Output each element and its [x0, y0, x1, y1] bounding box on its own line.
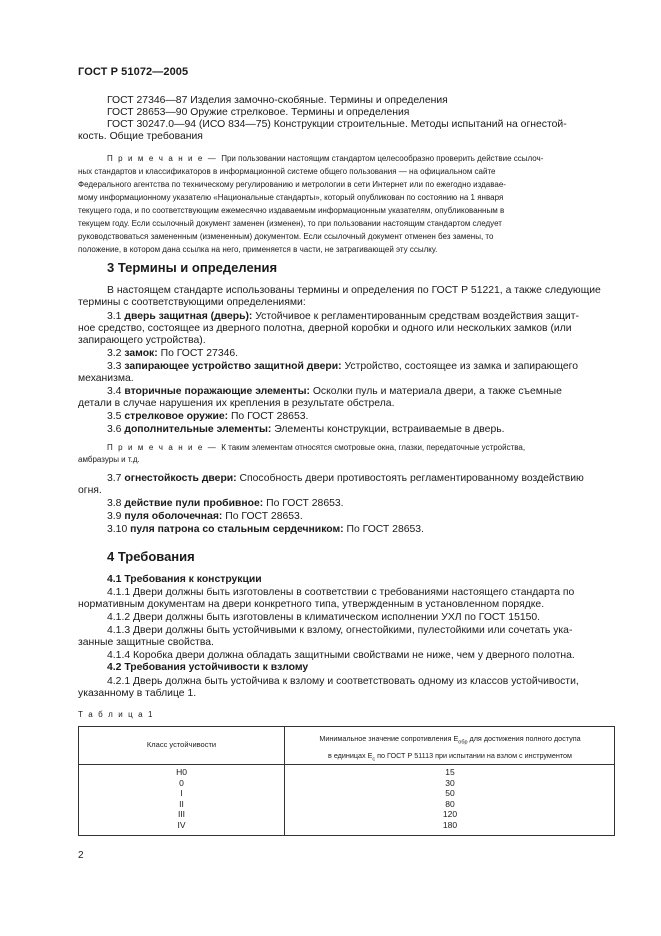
table-cell: IV [177, 819, 186, 830]
table-cell: 15 [445, 767, 455, 777]
term-3-8: 3.8 действие пули пробивное: По ГОСТ 28653. [107, 498, 344, 509]
table-column-values [285, 767, 615, 830]
term-3-3-cont: механизма. [78, 373, 134, 384]
table-1 [78, 726, 615, 836]
section-4-heading: 4 Требования [107, 549, 195, 564]
term-3-5: 3.5 стрелковое оружие: По ГОСТ 28653. [107, 411, 309, 422]
term-3-6: 3.6 дополнительные элементы: Элементы конструкции, встраиваемые в дверь. [107, 424, 505, 435]
para-4-1-3-cont: занные защитные свойства. [78, 637, 214, 648]
note2-line-first: П р и м е ч а н и е — К таким элементам относятся смотровые окна, глазки, передаточные устройства, [107, 443, 526, 452]
section-3-heading: 3 Термины и определения [107, 260, 278, 275]
term-3-10: 3.10 пуля патрона со стальным сердечником: По ГОСТ 28653. [107, 524, 424, 535]
table-cell: 30 [445, 777, 455, 788]
table-cell: Н0 [176, 767, 187, 777]
para-4-1-2: 4.1.2 Двери должны быть изготовлены в климатическом исполнении УХЛ по ГОСТ 15150. [107, 612, 541, 623]
subsection-4-1: 4.1 Требования к конструкции [107, 574, 262, 585]
para-4-1-1-cont: нормативным документам на двери конкретного типа, утвержденным в установленном порядке. [78, 599, 545, 610]
term-3-2: 3.2 замок: По ГОСТ 27346. [107, 348, 239, 359]
term-3-4: 3.4 вторичные поражающие элементы: Осколки пуль и материала двери, а также съемные [107, 386, 562, 397]
term-3-1-cont: запирающего устройства). [78, 335, 206, 346]
note2-line: амбразуры и т.д. [78, 455, 140, 464]
ref-line: кость. Общие требования [78, 131, 203, 142]
note1-line: Федерального агентства по техническому регулированию и метрологии в сети Интернет или по ежегодно издавае- [78, 180, 506, 189]
table-cell: 50 [445, 788, 455, 798]
term-3-9: 3.9 пуля оболочечная: По ГОСТ 28653. [107, 511, 303, 522]
table-header-resistance: Минимальное значение сопротивления $E_{обр}$ для достижения полного доступа в единицах $E_с$ по ГОСТ Р 51113 при испытании на взлом с инструментом [319, 734, 581, 763]
term-3-1: 3.1 дверь защитная (дверь): Устойчивое к регламентированным средствам воздействия защит- [107, 311, 579, 322]
para-4-2-1-cont: указанному в таблице 1. [78, 688, 197, 699]
table-caption: Т а б л и ц а 1 [78, 710, 155, 719]
term-3-4-cont: детали в случае нарушения их крепления в результате обстрела. [78, 398, 395, 409]
table-cell: I [180, 788, 183, 798]
note1-line-first: П р и м е ч а н и е — При пользовании настоящим стандартом целесообразно проверить действие ссылоч- [107, 154, 544, 163]
table-cell: 0 [179, 777, 184, 788]
table-cell: 180 [442, 819, 458, 830]
para-4-1-4: 4.1.4 Коробка двери должна обладать защитными свойствами не ниже, чем у дверного полотна. [107, 650, 575, 661]
term-3-7: 3.7 огнестойкость двери: Способность двери противостоять регламентированному воздействию [107, 473, 584, 484]
term-3-3: 3.3 запирающее устройство защитной двери: Устройство, состоящее из замка и запирающего [107, 361, 579, 372]
note1-line: положение, в котором дана ссылка на него, применяется в части, не затрагивающей эту ссылку. [78, 245, 438, 254]
para-4-2-1: 4.2.1 Дверь должна быть устойчива к взлому и соответствовать одному из классов устойчивости, [107, 676, 579, 687]
table-column-classes [79, 767, 284, 830]
table-cell: 120 [442, 809, 458, 819]
para-4-1-1: 4.1.1 Двери должны быть изготовлены в соответствии с требованиями настоящего стандарта по [107, 587, 575, 598]
term-3-7-cont: огня. [78, 485, 102, 496]
standard-header: ГОСТ Р 51072—2005 [78, 66, 189, 78]
ref-line: ГОСТ 30247.0—94 (ИСО 834—75) Конструкции строительные. Методы испытаний на огнестой- [107, 119, 567, 130]
table-header-class: Класс устойчивости [146, 740, 217, 749]
subsection-4-2: 4.2 Требования устойчивости к взлому [107, 662, 309, 673]
table-cell: II [179, 798, 184, 809]
ref-line: ГОСТ 27346—87 Изделия замочно-скобяные. Термины и определения [107, 95, 448, 106]
note1-line: текущего года, и по соответствующим ежемесячно издаваемым информационным указателям, опубликованным в [78, 206, 505, 215]
note1-line: ных стандартов и классификаторов в информационной системе общего пользования — на официальном сайте [78, 167, 496, 176]
page-number: 2 [78, 850, 84, 861]
note1-line: текущем году. Если ссылочный документ заменен (изменен), то при пользовании настоящим стандартом следует [78, 219, 502, 228]
s3-intro: В настоящем стандарте использованы термины и определения по ГОСТ Р 51221, а также следующие [107, 285, 601, 296]
note1-line: руководствоваться замененным (измененным) документом. Если ссылочный документ отменен без замены, то [78, 232, 494, 241]
term-3-1-cont: ное средство, состоящее из дверного полотна, дверной коробки и одного или нескольких замков (или [78, 323, 572, 334]
table-cell: 80 [445, 798, 455, 809]
para-4-1-3: 4.1.3 Двери должны быть устойчивыми к взлому, огнестойкими, пулестойкими или сочетать ука- [107, 625, 573, 636]
ref-line: ГОСТ 28653—90 Оружие стрелковое. Термины и определения [107, 107, 410, 118]
note1-line: мому информационному указателю «Национальные стандарты», который опубликован по состоянию на 1 января [78, 193, 504, 202]
table-cell: III [177, 809, 186, 819]
s3-intro: термины с соответствующими определениями: [78, 297, 306, 308]
